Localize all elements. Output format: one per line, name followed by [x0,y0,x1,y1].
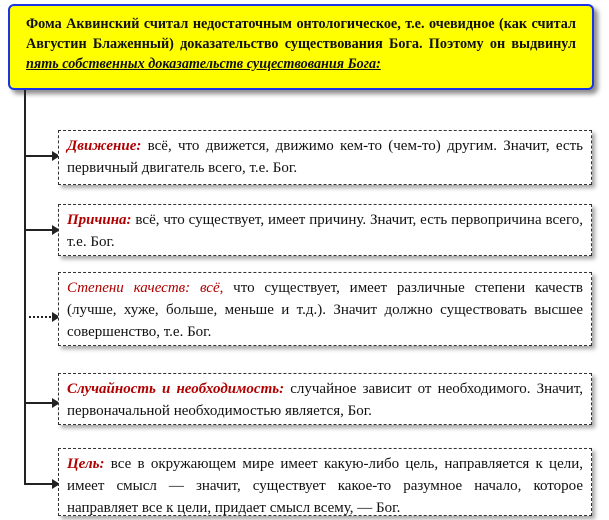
connector-line-5 [24,483,55,485]
connector-line-1 [24,155,55,157]
proof-term: Движение: [67,138,142,154]
proof-text: всё, что существует, имеет причину. Значит, есть первопричина всего, т.е. Бог. [67,212,583,250]
connector-line-3 [24,316,55,318]
proof-box-purpose [58,448,592,516]
connector-line-4 [24,402,55,404]
proof-box-cause [58,204,592,256]
proof-text: что существует, имеет различные степени качеств (лучше, хуже, больше, меньше и т.д.). Значит должно существовать высшее совершенство, т.е. Бог. [67,280,583,340]
proof-box-degrees [58,272,592,346]
intro-emphasis: пять собственных доказательств существования Бога: [26,56,381,72]
proof-text: все в окружающем мире имеет какую-либо цель, направляется к цели, имеет смысл — значит, существует какое-то разумное начало, которое направляет все к цели, придает смысл всему, — Бог. [67,456,583,516]
proof-box-contingency [58,373,592,425]
intro-header-box [8,4,594,90]
proof-text: всё, что движется, движимо кем-то (чем-то) другим. Значит, есть первичный двигатель всего, т.е. Бог. [67,138,583,176]
intro-text: Фома Аквинский считал недостаточным онтологическое, т.е. очевидное (как считал Августин Блаженный) доказательство существования Бога. Поэтому он выдвинул [26,16,576,52]
proof-term: Случайность и необходимость: [67,381,285,397]
connector-vertical-line [24,90,26,484]
connector-line-2 [24,229,55,231]
proof-term: Степени качеств: [67,280,191,296]
proof-term-extra: всё, [190,280,224,296]
proof-term: Причина: [67,212,132,228]
proof-text: случайное зависит от необходимого. Значит, первоначальной необходимостью является, Бог. [67,381,583,419]
proof-term: Цель: [67,456,105,472]
proof-box-motion [58,130,592,185]
